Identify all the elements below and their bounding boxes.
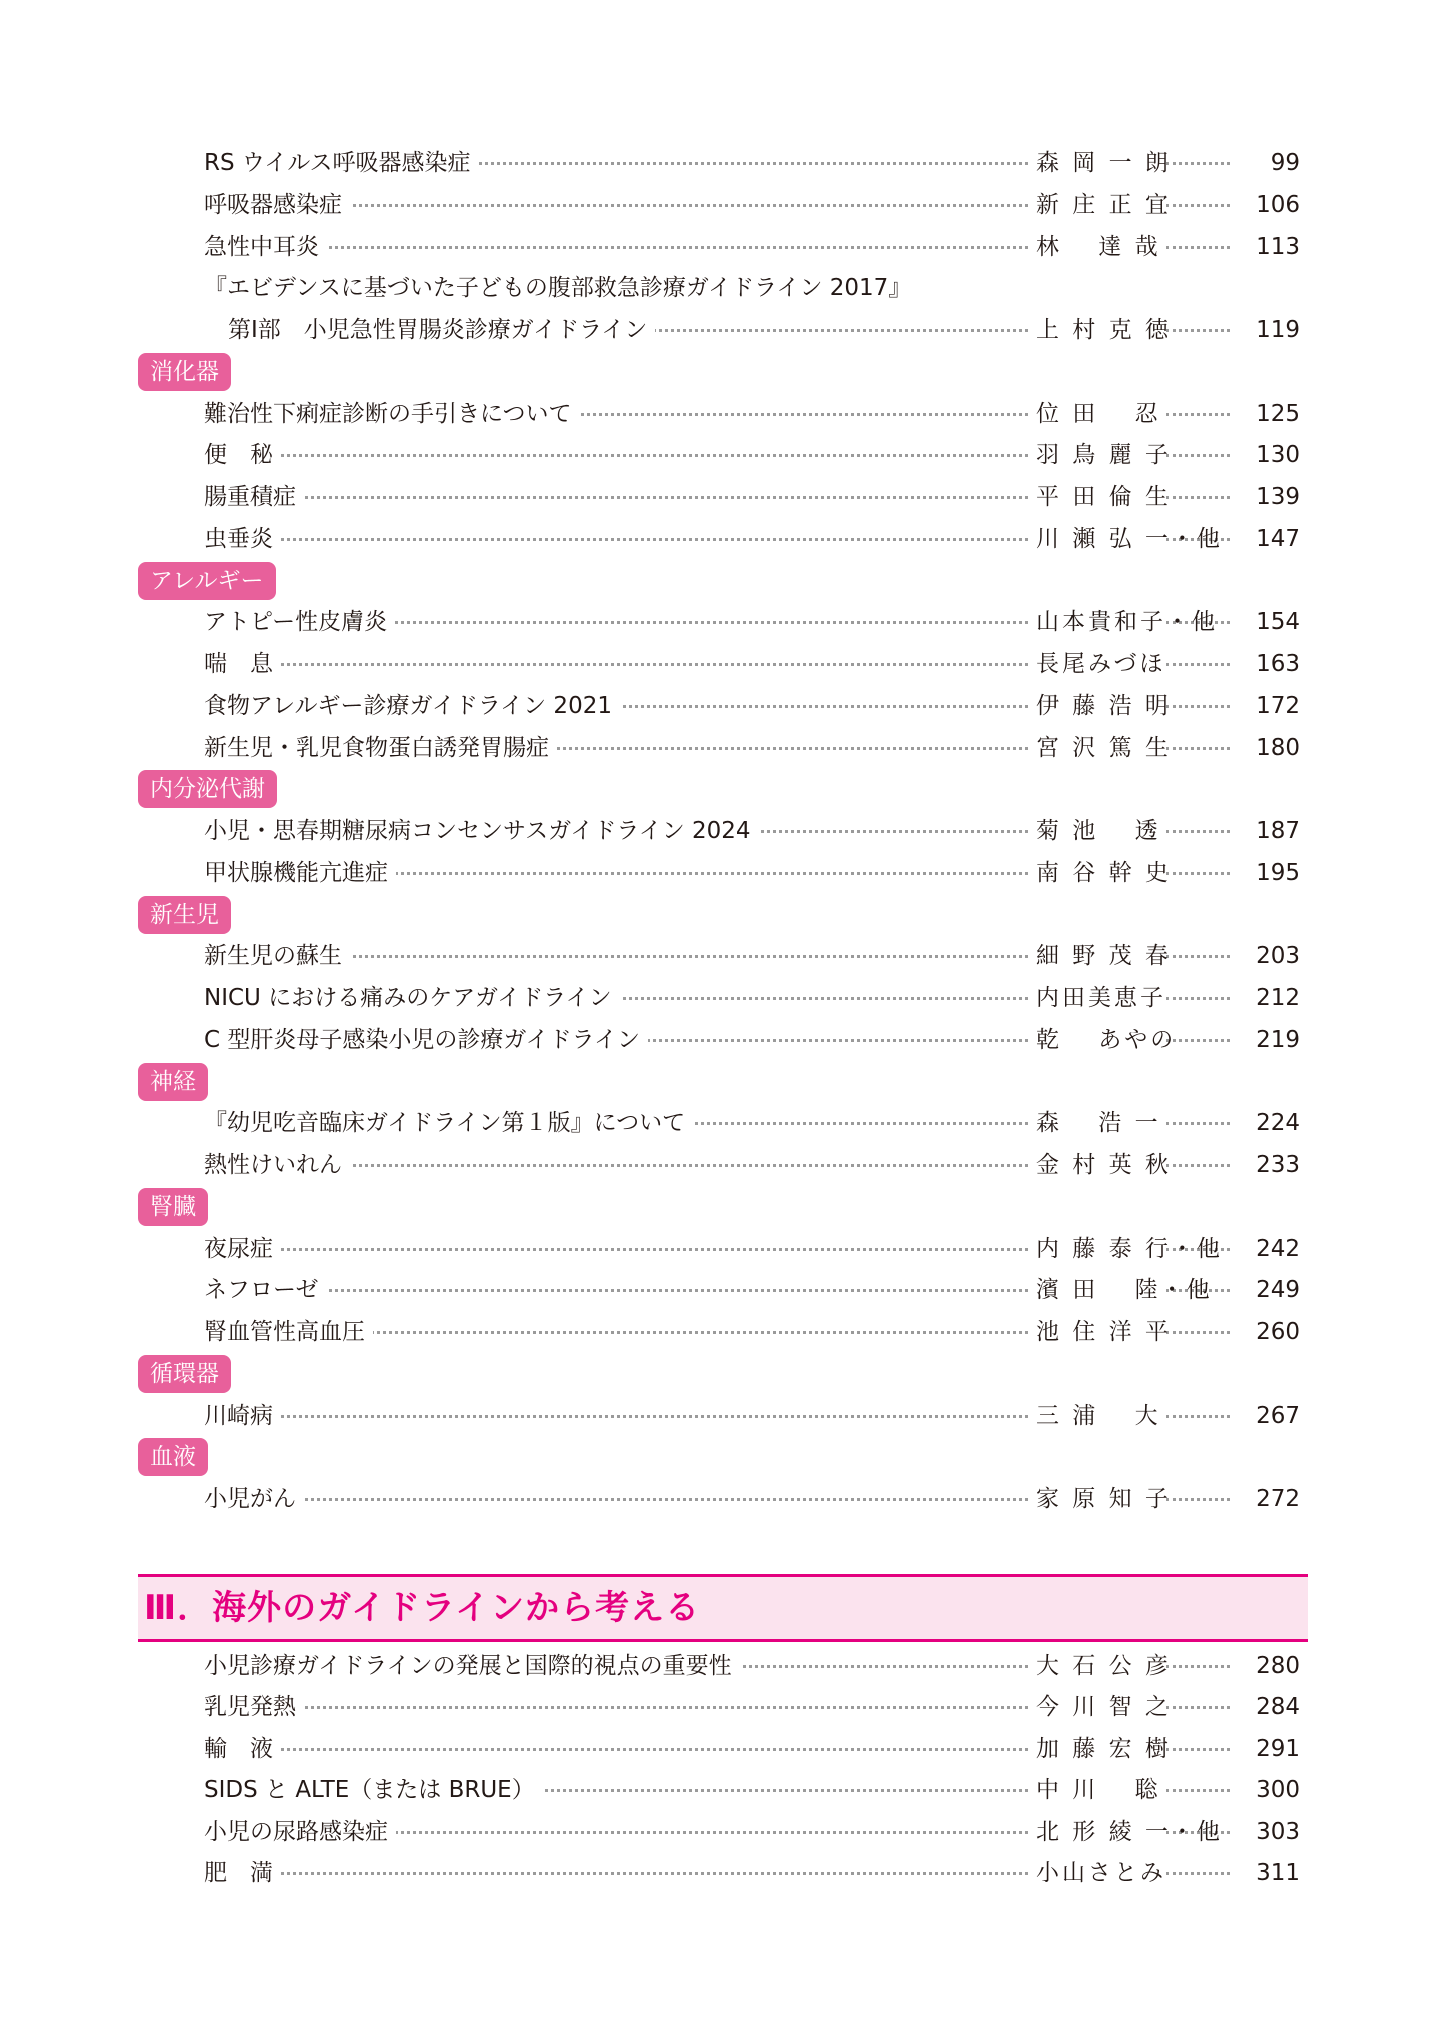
category-label: 内分泌代謝 — [138, 770, 277, 808]
category-label: 神経 — [138, 1063, 208, 1101]
entry-page-number: 300 — [1250, 1769, 1300, 1811]
entry-author: 内 藤 泰 行・他 — [1036, 1228, 1164, 1270]
leader-dots — [204, 538, 1028, 541]
toc-entry-row — [0, 1728, 1434, 1770]
toc-entry-row — [0, 518, 1434, 560]
entry-author: 羽 鳥 麗 子 — [1036, 434, 1164, 476]
toc-heading-row — [0, 267, 1434, 309]
entry-title: 輸 液 — [204, 1728, 281, 1770]
entry-title: 小児・思春期糖尿病コンセンサスガイドライン 2024 — [204, 810, 759, 852]
entry-title: 甲状腺機能亢進症 — [204, 852, 396, 894]
entry-page-number: 224 — [1250, 1102, 1300, 1144]
entry-author: 加 藤 宏 樹 — [1036, 1728, 1164, 1770]
entry-author: 内田美恵子 — [1036, 977, 1164, 1019]
leader-dots — [1166, 1789, 1230, 1792]
entry-page-number: 260 — [1250, 1311, 1300, 1353]
entry-title: アトピー性皮膚炎 — [204, 601, 395, 643]
leader-dots — [1166, 454, 1230, 457]
entry-page-number: 233 — [1250, 1144, 1300, 1186]
entry-title: 乳児発熱 — [204, 1686, 304, 1728]
entry-author: 濱 田 陸・他 — [1036, 1269, 1164, 1311]
entry-title: NICU における痛みのケアガイドライン — [204, 977, 620, 1019]
entry-title: 夜尿症 — [204, 1228, 281, 1270]
category-label: 腎臓 — [138, 1188, 208, 1226]
toc-entry-row — [0, 393, 1434, 435]
entry-title: 呼吸器感染症 — [204, 184, 350, 226]
entry-page-number: 303 — [1250, 1811, 1300, 1853]
entry-title: 小児の尿路感染症 — [204, 1811, 396, 1853]
entry-page-number: 284 — [1250, 1686, 1300, 1728]
toc-entry-row — [0, 1019, 1434, 1061]
entry-page-number: 130 — [1250, 434, 1300, 476]
category-label: アレルギー — [138, 562, 276, 600]
entry-page-number: 99 — [1265, 142, 1300, 184]
entry-author: 宮 沢 篤 生 — [1036, 727, 1164, 769]
toc-entry-row — [0, 1228, 1434, 1270]
entry-page-number: 125 — [1250, 393, 1300, 435]
section-heading-band — [138, 1574, 1308, 1642]
entry-title: 川崎病 — [204, 1395, 281, 1437]
entry-page-number: 187 — [1250, 810, 1300, 852]
leader-dots — [204, 246, 1028, 249]
toc-entry-row — [0, 1395, 1434, 1437]
entry-title: 第Ⅰ部 小児急性胃腸炎診療ガイドライン — [228, 309, 655, 351]
toc-entry-row — [0, 1686, 1434, 1728]
leader-dots — [1166, 955, 1230, 958]
leader-dots — [204, 454, 1028, 457]
toc-entry-row — [0, 685, 1434, 727]
entry-page-number: 291 — [1250, 1728, 1300, 1770]
entry-page-number: 180 — [1250, 727, 1300, 769]
entry-author: 南 谷 幹 史 — [1036, 852, 1164, 894]
entry-author: 三 浦 大 — [1036, 1395, 1164, 1437]
entry-page-number: 311 — [1250, 1852, 1300, 1894]
entry-title: 腸重積症 — [204, 476, 304, 518]
entry-title: 『幼児吃音臨床ガイドライン第１版』について — [204, 1102, 693, 1144]
entry-author: 森 浩 一 — [1036, 1102, 1164, 1144]
entry-page-number: 172 — [1250, 685, 1300, 727]
leader-dots — [1166, 997, 1230, 1000]
entry-page-number: 113 — [1250, 226, 1300, 268]
entry-page-number: 119 — [1250, 309, 1300, 351]
leader-dots — [204, 1415, 1028, 1418]
entry-title: 小児診療ガイドラインの発展と国際的視点の重要性 — [204, 1645, 740, 1687]
toc-entry-row — [0, 142, 1434, 184]
entry-page-number: 272 — [1250, 1478, 1300, 1520]
entry-author: 小山さとみ — [1036, 1852, 1164, 1894]
category-label: 血液 — [138, 1438, 208, 1476]
leader-dots — [1166, 705, 1230, 708]
toc-entry-row — [0, 1769, 1434, 1811]
leader-dots — [1166, 1872, 1230, 1875]
entry-author: 川 瀬 弘 一・他 — [1036, 518, 1164, 560]
entry-title: C 型肝炎母子感染小児の診療ガイドライン — [204, 1019, 648, 1061]
entry-author: 北 形 綾 一・他 — [1036, 1811, 1164, 1853]
leader-dots — [1166, 496, 1230, 499]
entry-author: 平 田 倫 生 — [1036, 476, 1164, 518]
entry-page-number: 203 — [1250, 935, 1300, 977]
entry-title: 喘 息 — [204, 643, 281, 685]
entry-author: 中 川 聡 — [1036, 1769, 1164, 1811]
leader-dots — [1166, 830, 1230, 833]
toc-entry-row — [0, 810, 1434, 852]
entry-author: 位 田 忍 — [1036, 393, 1164, 435]
entry-title: 難治性下痢症診断の手引きについて — [204, 393, 580, 435]
entry-author: 大 石 公 彦 — [1036, 1645, 1164, 1687]
leader-dots — [1166, 1706, 1230, 1709]
entry-title: 食物アレルギー診療ガイドライン 2021 — [204, 685, 620, 727]
toc-entry-row — [0, 1811, 1434, 1853]
entry-title: 肥 満 — [204, 1852, 281, 1894]
category-label: 循環器 — [138, 1355, 231, 1393]
leader-dots — [1166, 1415, 1230, 1418]
toc-entry-row — [0, 935, 1434, 977]
entry-page-number: 147 — [1250, 518, 1300, 560]
entry-author: 今 川 智 之 — [1036, 1686, 1164, 1728]
toc-entry-row — [0, 1102, 1434, 1144]
leader-dots — [1166, 1498, 1230, 1501]
entry-title: 腎血管性高血圧 — [204, 1311, 373, 1353]
leader-dots — [1166, 872, 1230, 875]
entry-title: 急性中耳炎 — [204, 226, 327, 268]
toc-entry-row — [0, 309, 1434, 351]
toc-entry-row — [0, 601, 1434, 643]
entry-author: 細 野 茂 春 — [1036, 935, 1164, 977]
leader-dots — [204, 1289, 1028, 1292]
entry-page-number: 106 — [1250, 184, 1300, 226]
toc-entry-row — [0, 1144, 1434, 1186]
leader-dots — [204, 1872, 1028, 1875]
leader-dots — [1166, 747, 1230, 750]
entry-title: 便 秘 — [204, 434, 281, 476]
entry-author: 乾 あやの — [1036, 1019, 1164, 1061]
entry-author: 上 村 克 徳 — [1036, 309, 1164, 351]
section-heading: Ⅲ．海外のガイドラインから考える — [144, 1588, 701, 1628]
toc-entry-row — [0, 1311, 1434, 1353]
category-label: 新生児 — [138, 896, 231, 934]
toc-entry-row — [0, 977, 1434, 1019]
entry-title: 新生児・乳児食物蛋白誘発胃腸症 — [204, 727, 557, 769]
entry-page-number: 249 — [1250, 1269, 1300, 1311]
entry-author: 菊 池 透 — [1036, 810, 1164, 852]
entry-page-number: 154 — [1250, 601, 1300, 643]
leader-dots — [1166, 204, 1230, 207]
leader-dots — [1166, 1748, 1230, 1751]
entry-page-number: 139 — [1250, 476, 1300, 518]
leader-dots — [1166, 1331, 1230, 1334]
leader-dots — [204, 1498, 1028, 1501]
entry-page-number: 242 — [1250, 1228, 1300, 1270]
toc-entry-row — [0, 226, 1434, 268]
entry-title: RS ウイルス呼吸器感染症 — [204, 142, 479, 184]
leader-dots — [1166, 1122, 1230, 1125]
leader-dots — [1166, 663, 1230, 666]
toc-entry-row — [0, 1645, 1434, 1687]
entry-page-number: 280 — [1250, 1645, 1300, 1687]
entry-author: 伊 藤 浩 明 — [1036, 685, 1164, 727]
entry-page-number: 163 — [1250, 643, 1300, 685]
entry-title: 新生児の蘇生 — [204, 935, 350, 977]
entry-title: 虫垂炎 — [204, 518, 281, 560]
leader-dots — [204, 1248, 1028, 1251]
toc-entry-row — [0, 852, 1434, 894]
leader-dots — [204, 1748, 1028, 1751]
toc-entry-row — [0, 1269, 1434, 1311]
leader-dots — [1166, 329, 1230, 332]
entry-title: 小児がん — [204, 1478, 304, 1520]
toc-entry-row — [0, 1478, 1434, 1520]
leader-dots — [1166, 246, 1230, 249]
toc-entry-row — [0, 643, 1434, 685]
entry-author: 林 達 哉 — [1036, 226, 1164, 268]
leader-dots — [1166, 413, 1230, 416]
toc-entry-row — [0, 184, 1434, 226]
toc-entry-row — [0, 434, 1434, 476]
toc-entry-row — [0, 476, 1434, 518]
entry-title: ネフローゼ — [204, 1269, 327, 1311]
toc-entry-row — [0, 727, 1434, 769]
leader-dots — [204, 1706, 1028, 1709]
entry-author: 長尾みづほ — [1036, 643, 1164, 685]
entry-page-number: 267 — [1250, 1395, 1300, 1437]
leader-dots — [1166, 1164, 1230, 1167]
entry-author: 池 住 洋 平 — [1036, 1311, 1164, 1353]
entry-page-number: 212 — [1250, 977, 1300, 1019]
entry-title: SIDS と ALTE（または BRUE） — [204, 1769, 543, 1811]
entry-page-number: 195 — [1250, 852, 1300, 894]
category-label: 消化器 — [138, 353, 231, 391]
entry-author: 家 原 知 子 — [1036, 1478, 1164, 1520]
leader-dots — [1166, 162, 1230, 165]
entry-title: 『エビデンスに基づいた子どもの腹部救急診療ガイドライン 2017』 — [204, 267, 919, 309]
toc-entry-row — [0, 1852, 1434, 1894]
leader-dots — [204, 663, 1028, 666]
entry-author: 山本貴和子・他 — [1036, 601, 1164, 643]
entry-author: 新 庄 正 宜 — [1036, 184, 1164, 226]
entry-page-number: 219 — [1250, 1019, 1300, 1061]
entry-author: 森 岡 一 朗 — [1036, 142, 1164, 184]
leader-dots — [204, 496, 1028, 499]
entry-title: 熱性けいれん — [204, 1144, 350, 1186]
entry-author: 金 村 英 秋 — [1036, 1144, 1164, 1186]
leader-dots — [1166, 1665, 1230, 1668]
